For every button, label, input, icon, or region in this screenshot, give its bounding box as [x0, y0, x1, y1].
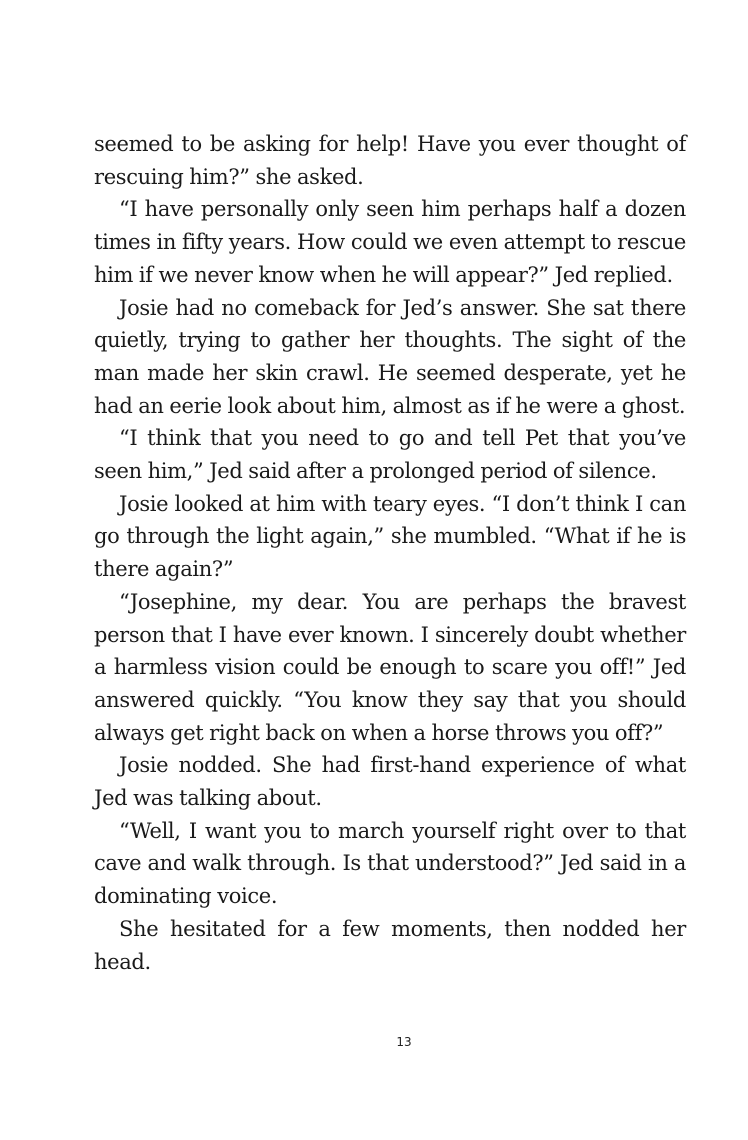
body-text	[94, 128, 686, 978]
paragraph: “Well, I want you to march yourself right over to that cave and walk through. Is that understood?” Jed said in a dominating voice.	[94, 818, 686, 909]
paragraph: Josie nodded. She had first-hand experience of what Jed was talking about.	[94, 753, 686, 811]
paragraph: “Josephine, my dear. You are perhaps the bravest person that I have ever known. I sincerely doubt whether a harmless vision could be enough to scare you off!” Jed answered quickly. “You know they say that you should always get right back on when a horse throws you off?”	[94, 589, 686, 745]
paragraph: “I have personally only seen him perhaps half a dozen times in fifty years. How could we even attempt to rescue him if we never know when he will appear?” Jed replied.	[94, 197, 686, 287]
paragraph: “I think that you need to go and tell Pet that you’ve seen him,” Jed said after a prolonged period of silence.	[94, 426, 686, 484]
paragraph: seemed to be asking for help! Have you ever thought of rescuing him?” she asked.	[94, 132, 686, 189]
paragraph: Josie had no comeback for Jed’s answer. She sat there quietly, trying to gather her thoughts. The sight of the man made her skin crawl. He seemed desperate, yet he had an eerie look about him, almost as if he were a ghost.	[94, 295, 686, 418]
paragraph: Josie looked at him with teary eyes. “I don’t think I can go through the light again,” she mumbled. “What if he is there again?”	[94, 491, 686, 582]
page-number: 13	[396, 1035, 412, 1049]
paragraph: She hesitated for a few moments, then nodded her head.	[94, 916, 686, 974]
